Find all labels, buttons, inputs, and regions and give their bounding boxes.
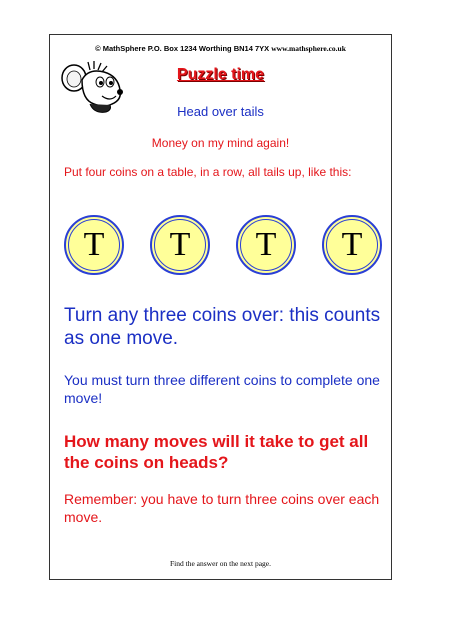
coin-face-label: T [169,226,191,263]
coin-3 [236,215,296,275]
puzzle-title: Puzzle time [176,66,265,83]
worksheet-frame [49,34,392,580]
copyright-text: © MathSphere P.O. Box 1234 Worthing BN14 7YX [95,44,270,53]
coin-row [64,215,384,277]
website-url[interactable]: www.mathsphere.co.uk [271,44,346,53]
coin-face-label: T [341,226,363,263]
coin-face-label: T [255,226,277,263]
puzzle-question: How many moves will it take to get all the coins on heads? [64,432,369,472]
puzzle-tagline: Money on my mind again! [151,136,290,150]
coin-face-label: T [83,226,105,263]
coin-4 [322,215,382,275]
reminder-text: Remember: you have to turn three coins over each move. [64,491,380,525]
coin-2 [150,215,210,275]
instructions-text: Put four coins on a table, in a row, all tails up, like this: [64,165,352,179]
rule-note: You must turn three different coins to complete one move! [64,372,380,406]
coin-1 [64,215,124,275]
puzzle-subtitle: Head over tails [177,104,264,119]
copyright-header [50,44,391,53]
rule-text: Turn any three coins over: this counts as one move. [64,305,381,349]
answer-footer: Find the answer on the next page. [169,559,271,568]
